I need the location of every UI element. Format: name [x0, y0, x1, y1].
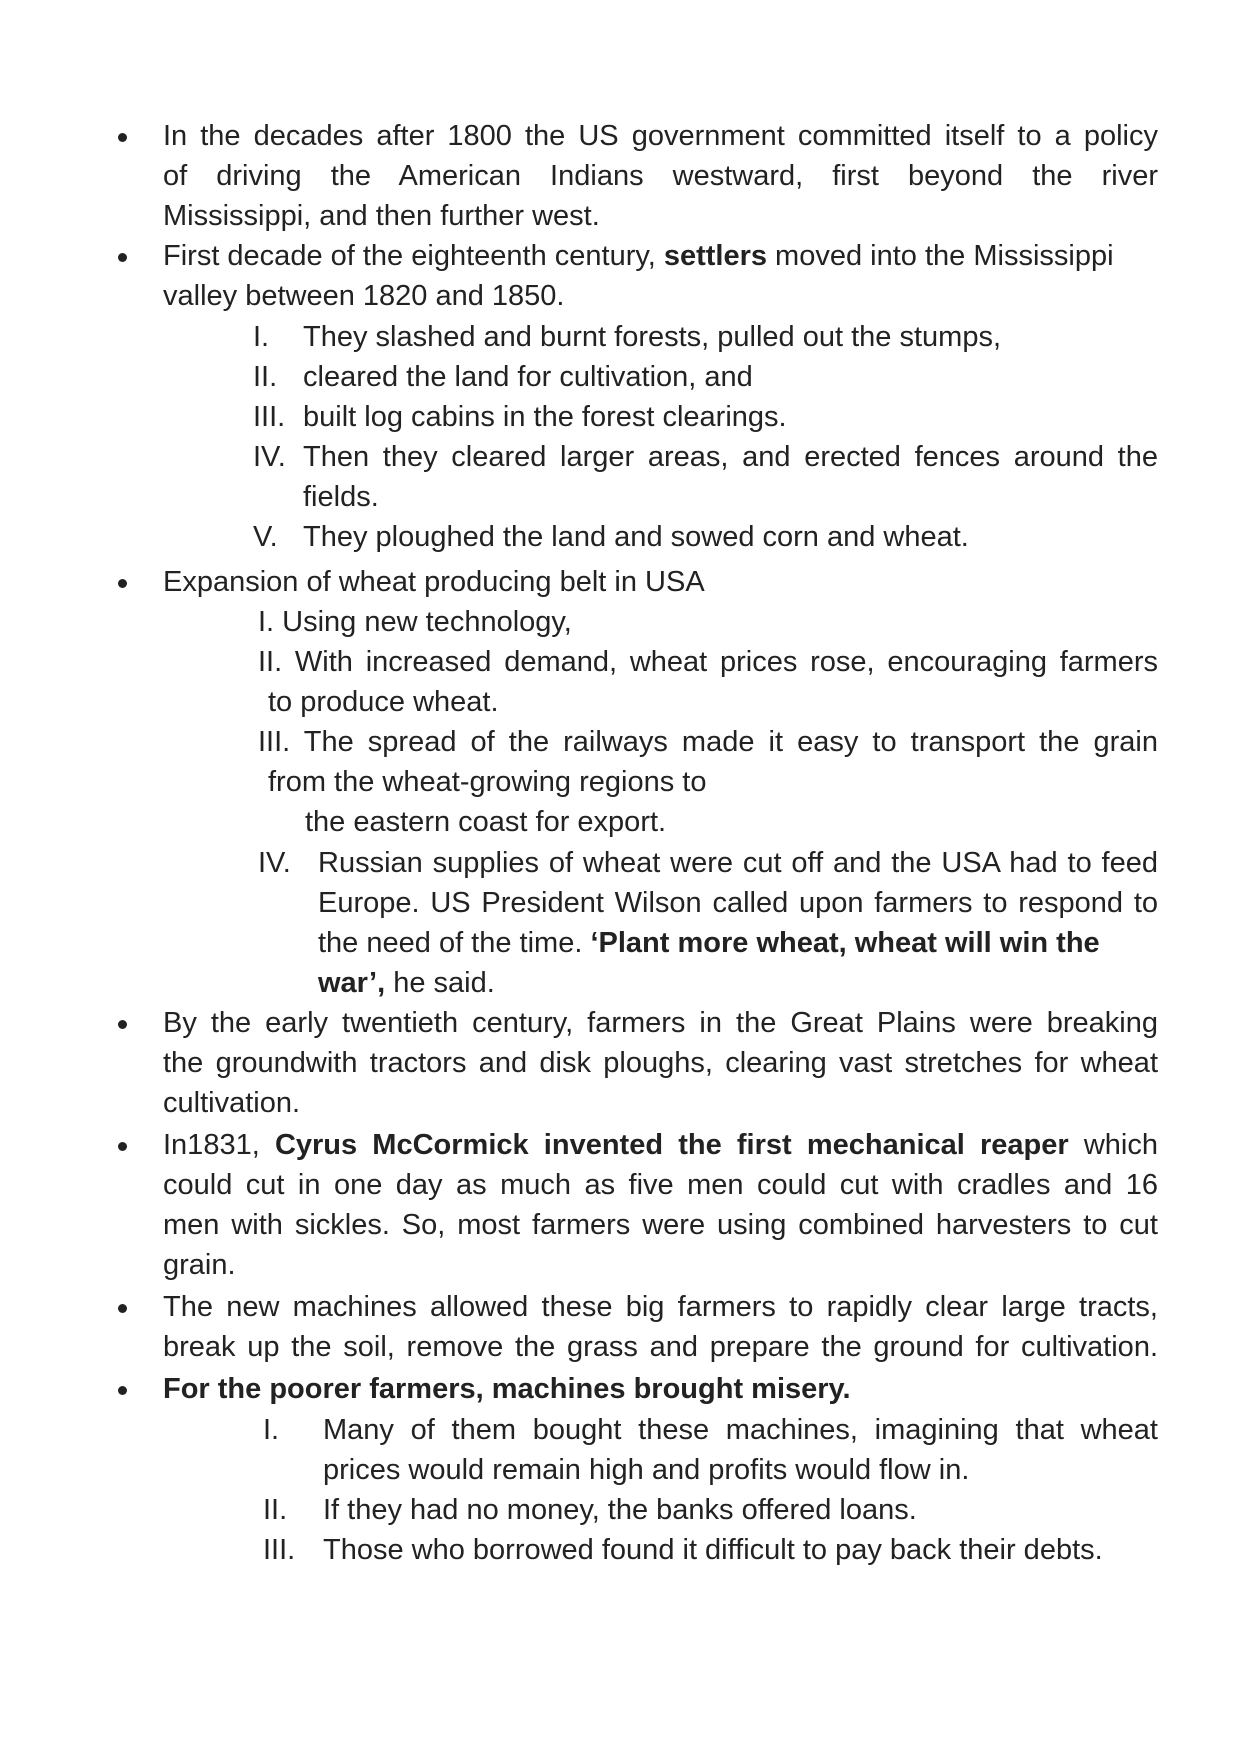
bullet-2-text-a: First decade of the eighteenth century,	[163, 240, 664, 272]
bullet-5-line-2: could cut in one day as much as five men could cut with cradles and 16	[163, 1169, 1158, 1201]
bullet-1-line-1: In the decades after 1800 the US government committed itself to a policy	[163, 120, 1158, 152]
bullet-7-line-1: For the poorer farmers, machines brought misery.	[163, 1373, 851, 1405]
sublist-item-continued: the eastern coast for export.	[305, 806, 667, 838]
bullet-dot	[118, 1020, 127, 1029]
bullet-5-bold-term: Cyrus McCormick invented the first mechanical reaper	[274, 1129, 1069, 1161]
sublist-number: I.	[253, 321, 270, 353]
sublist-item-continued: Europe. US President Wilson called upon farmers to respond to	[318, 887, 1158, 919]
sublist-number: II.	[253, 361, 278, 393]
sublist-number: III.	[263, 1534, 296, 1566]
sublist-item: Then they cleared larger areas, and erected fences around the	[303, 441, 1158, 473]
sublist-item: built log cabins in the forest clearings.	[303, 401, 787, 433]
bullet-2-bold-term: settlers	[663, 240, 767, 272]
sublist-item: They ploughed the land and sowed corn and wheat.	[303, 521, 969, 553]
bullet-6-line-2: break up the soil, remove the grass and prepare the ground for cultivation.	[163, 1331, 1158, 1363]
sublist-item: cleared the land for cultivation, and	[303, 361, 753, 393]
sublist-item: If they had no money, the banks offered loans.	[323, 1494, 917, 1526]
wilson-quote-end: war’,	[318, 967, 386, 999]
sublist-item: III. The spread of the railways made it easy to transport the grain	[258, 726, 1158, 758]
bullet-dot	[118, 579, 127, 588]
wilson-said: he said.	[385, 967, 495, 999]
sublist-number: IV.	[258, 847, 291, 879]
sublist-item-continued: prices would remain high and profits would flow in.	[323, 1454, 970, 1486]
sublist-item: II. With increased demand, wheat prices rose, encouraging farmers	[258, 646, 1158, 678]
sublist-number: V.	[253, 521, 278, 553]
sublist-number: IV.	[253, 441, 286, 473]
bullet-dot	[118, 133, 127, 142]
bullet-dot	[118, 1142, 127, 1151]
bullet-4-line-2: the groundwith tractors and disk ploughs, clearing vast stretches for wheat	[163, 1047, 1158, 1079]
sublist-item: They slashed and burnt forests, pulled out the stumps,	[303, 321, 1002, 353]
bullet-2-line-1	[163, 236, 1114, 276]
sublist-number: III.	[253, 401, 286, 433]
sublist-item-continued: to produce wheat.	[268, 686, 499, 718]
bullet-1-line-2: of driving the American Indians westward, first beyond the river	[163, 160, 1158, 192]
wilson-text: the need of the time.	[318, 927, 591, 959]
bullet-4-line-3: cultivation.	[163, 1087, 301, 1119]
bullet-6-line-1: The new machines allowed these big farmers to rapidly clear large tracts,	[163, 1291, 1158, 1323]
sublist-number: II.	[263, 1494, 288, 1526]
bullet-5-line-1	[163, 1125, 1158, 1165]
bullet-5-which: which	[1068, 1129, 1158, 1161]
bullet-5-line-4: grain.	[163, 1249, 236, 1281]
bullet-dot	[118, 253, 127, 262]
bullet-5-year: In1831,	[163, 1129, 275, 1161]
bullet-3-line-1: Expansion of wheat producing belt in USA	[163, 566, 705, 598]
sublist-item-continued	[318, 963, 495, 1003]
sublist-item: Many of them bought these machines, imagining that wheat	[323, 1414, 1158, 1446]
bullet-5-line-3: men with sickles. So, most farmers were using combined harvesters to cut	[163, 1209, 1158, 1241]
sublist-item-continued: fields.	[303, 481, 379, 513]
sublist-item: I. Using new technology,	[258, 606, 572, 638]
sublist-item-continued	[318, 923, 1100, 963]
sublist-item: Russian supplies of wheat were cut off and the USA had to feed	[318, 847, 1158, 879]
sublist-item: Those who borrowed found it difficult to pay back their debts.	[323, 1534, 1103, 1566]
sublist-item-continued: from the wheat-growing regions to	[268, 766, 707, 798]
wilson-quote: ‘Plant more wheat, wheat will win the	[590, 927, 1100, 959]
bullet-2-text-c: moved into the Mississippi	[767, 240, 1114, 272]
bullet-dot	[118, 1304, 127, 1313]
bullet-2-line-2: valley between 1820 and 1850.	[163, 280, 565, 312]
sublist-number: I.	[263, 1414, 280, 1446]
bullet-1-line-3: Mississippi, and then further west.	[163, 200, 600, 232]
bullet-4-line-1: By the early twentieth century, farmers in the Great Plains were breaking	[163, 1007, 1158, 1039]
bullet-dot	[118, 1386, 127, 1395]
